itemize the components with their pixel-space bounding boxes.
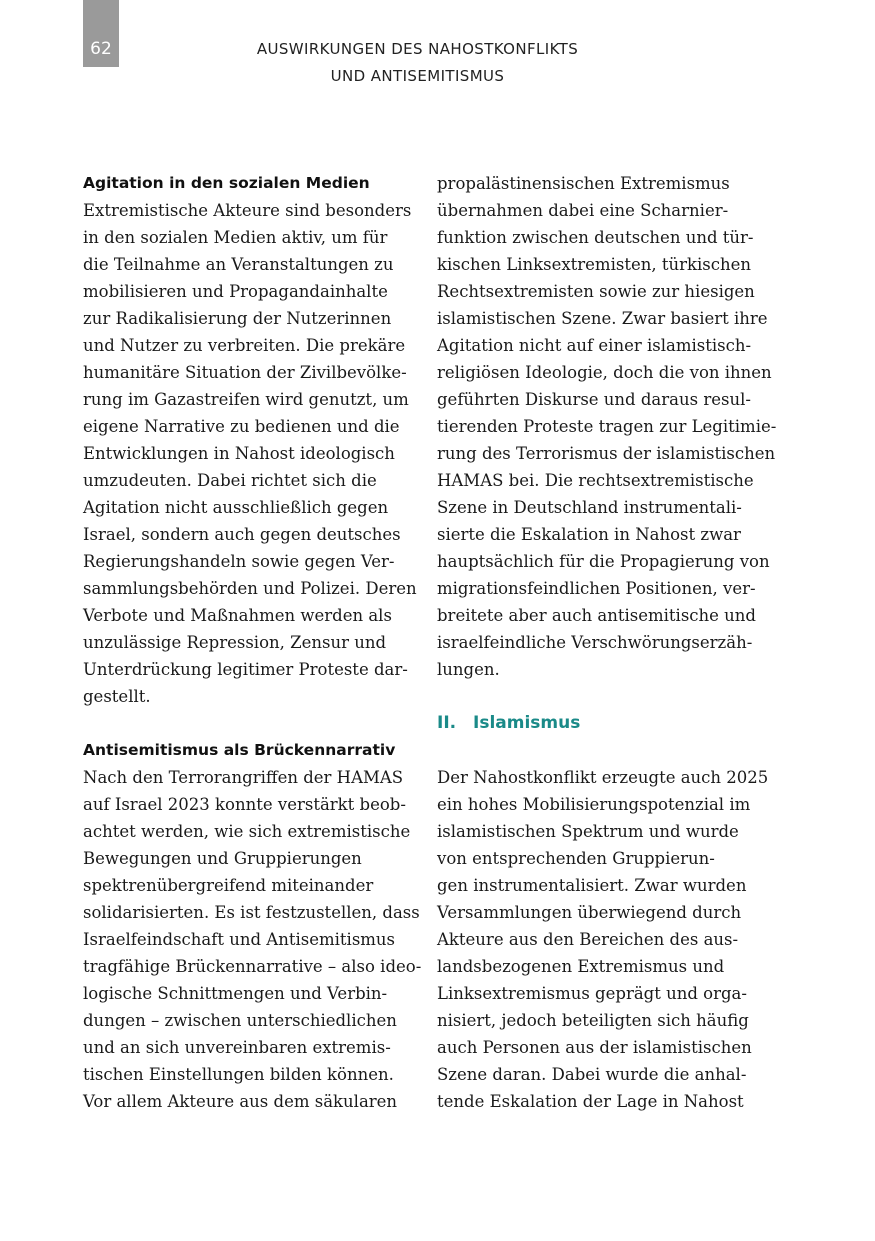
text-line: Versammlungen überwiegend durch	[437, 903, 742, 922]
section-heading-islamismus	[437, 710, 777, 737]
text-line: zur Radikalisierung der Nutzerinnen	[83, 309, 392, 328]
running-header-line-1: AUSWIRKUNGEN DES NAHOSTKONFLIKTS	[256, 40, 579, 58]
text-line: tende Eskalation der Lage in Nahost	[437, 1092, 744, 1111]
text-line: Israelfeindschaft und Antisemitismus	[83, 930, 396, 949]
text-line: nisiert, jedoch beteiligten sich häufig	[437, 1011, 749, 1030]
text-line: tragfähige Brückennarrative – also ideo-	[83, 957, 422, 976]
text-line: islamistischen Spektrum und wurde	[437, 822, 739, 841]
text-line: sierte die Eskalation in Nahost zwar	[437, 525, 741, 544]
paragraph-social-media	[83, 197, 423, 710]
text-line: rung des Terrorismus der islamistischen	[437, 444, 776, 463]
text-line: Unterdrückung legitimer Proteste dar-	[83, 660, 408, 679]
text-line: dungen – zwischen unterschiedlichen	[83, 1011, 397, 1030]
text-line: tischen Einstellungen bilden können.	[83, 1065, 394, 1084]
text-line: Rechtsextremisten sowie zur hiesigen	[437, 282, 755, 301]
paragraph-islamism	[437, 764, 777, 1115]
text-line: migrationsfeindlichen Positionen, ver-	[437, 579, 756, 598]
text-line: Entwicklungen in Nahost ideologisch	[83, 444, 395, 463]
text-line: Agitation nicht auf einer islamistisch-	[437, 336, 752, 355]
text-line: Regierungshandeln sowie gegen Ver-	[83, 552, 395, 571]
paragraph-bridge-narrative	[83, 764, 423, 1115]
text-line: Israel, sondern auch gegen deutsches	[83, 525, 401, 544]
text-line: solidarisierten. Es ist festzustellen, dass	[83, 903, 420, 922]
text-line: mobilisieren und Propagandainhalte	[83, 282, 388, 301]
text-line: islamistischen Szene. Zwar basiert ihre	[437, 309, 768, 328]
text-line: von entsprechenden Gruppierun-	[437, 849, 715, 868]
left-column	[83, 170, 423, 1115]
text-line: religiösen Ideologie, doch die von ihnen	[437, 363, 772, 382]
text-line: Akteure aus den Bereichen des aus-	[437, 930, 739, 949]
page-number: 62	[90, 39, 112, 59]
text-line: die Teilnahme an Veranstaltungen zu	[83, 255, 394, 274]
text-line: gen instrumentalisiert. Zwar wurden	[437, 876, 747, 895]
text-line: humanitäre Situation der Zivilbevölke-	[83, 363, 407, 382]
text-line: ein hohes Mobilisierungspotenzial im	[437, 795, 751, 814]
text-line: und an sich unvereinbaren extremis-	[83, 1038, 391, 1057]
paragraph-gap	[83, 710, 423, 737]
page-number-tab	[83, 0, 119, 67]
running-header	[120, 36, 715, 90]
text-line: breitete aber auch antisemitische und	[437, 606, 756, 625]
paragraph-gap	[437, 683, 777, 710]
text-line: achtet werden, wie sich extremistische	[83, 822, 411, 841]
right-column	[437, 170, 777, 1115]
text-line: logische Schnittmengen und Verbin-	[83, 984, 388, 1003]
text-line: geführten Diskurse und daraus resul-	[437, 390, 751, 409]
text-line: übernahmen dabei eine Scharnier-	[437, 201, 729, 220]
text-line: kischen Linksextremisten, türkischen	[437, 255, 751, 274]
text-line: Szene daran. Dabei wurde die anhal-	[437, 1065, 747, 1084]
paragraph-secular-extremism	[437, 170, 777, 683]
text-line: auch Personen aus der islamistischen	[437, 1038, 752, 1057]
text-line: Linksextremismus geprägt und orga-	[437, 984, 747, 1003]
text-line: hauptsächlich für die Propagierung von	[437, 552, 770, 571]
text-line: HAMAS bei. Die rechtsextremistische	[437, 471, 754, 490]
text-line: umzudeuten. Dabei richtet sich die	[83, 471, 377, 490]
text-line: Agitation nicht ausschließlich gegen	[83, 498, 389, 517]
text-line: gestellt.	[83, 687, 151, 706]
text-line: Verbote und Maßnahmen werden als	[83, 606, 392, 625]
text-line: in den sozialen Medien aktiv, um für	[83, 228, 388, 247]
subheading-bridge-narrative: Antisemitismus als Brückennarrativ	[83, 741, 396, 759]
text-line: lungen.	[437, 660, 500, 679]
text-line: Vor allem Akteure aus dem säkularen	[83, 1092, 398, 1111]
text-line: sammlungsbehörden und Polizei. Deren	[83, 579, 417, 598]
text-line: landsbezogenen Extremismus und	[437, 957, 725, 976]
text-line: und Nutzer zu verbreiten. Die prekäre	[83, 336, 406, 355]
text-line: Nach den Terrorangriffen der HAMAS	[83, 768, 404, 787]
text-line: unzulässige Repression, Zensur und	[83, 633, 387, 652]
text-line: auf Israel 2023 konnte verstärkt beob-	[83, 795, 406, 814]
subheading-social-media: Agitation in den sozialen Medien	[83, 174, 370, 192]
text-line: funktion zwischen deutschen und tür-	[437, 228, 754, 247]
text-line: propalästinensischen Extremismus	[437, 174, 730, 193]
text-line: Extremistische Akteure sind besonders	[83, 201, 412, 220]
text-line: israelfeindliche Verschwörungserzäh-	[437, 633, 753, 652]
running-header-line-2: UND ANTISEMITISMUS	[330, 67, 505, 85]
section-title: Islamismus	[473, 713, 581, 733]
text-line: tierenden Proteste tragen zur Legitimie-	[437, 417, 777, 436]
text-line: spektrenübergreifend miteinander	[83, 876, 374, 895]
text-line: Szene in Deutschland instrumentali-	[437, 498, 742, 517]
text-line: Der Nahostkonflikt erzeugte auch 2025	[437, 768, 769, 787]
text-line: rung im Gazastreifen wird genutzt, um	[83, 390, 409, 409]
paragraph-gap	[437, 737, 777, 764]
text-line: eigene Narrative zu bedienen und die	[83, 417, 400, 436]
section-number: II.	[437, 713, 457, 733]
text-line: Bewegungen und Gruppierungen	[83, 849, 362, 868]
